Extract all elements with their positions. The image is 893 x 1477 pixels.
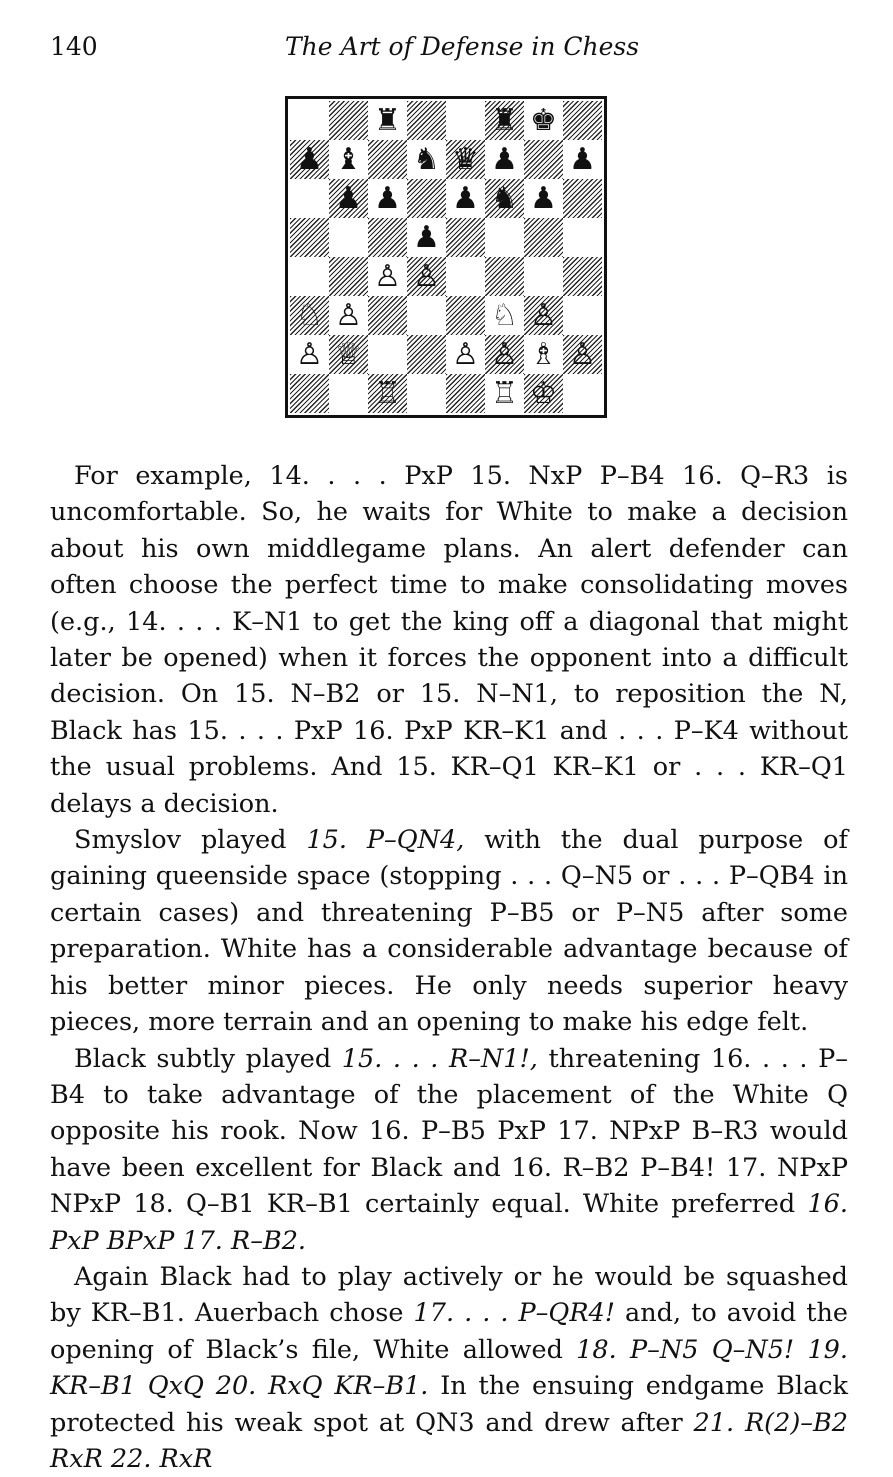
board-square xyxy=(446,296,485,335)
chess-piece: ♙ xyxy=(374,258,401,294)
board-square xyxy=(446,257,485,296)
board-square xyxy=(290,296,329,335)
board-square xyxy=(368,101,407,140)
page-header xyxy=(50,32,850,68)
board-square xyxy=(485,179,524,218)
chess-piece: ♟ xyxy=(413,219,440,255)
move-notation: 15. . . . R–N1!, xyxy=(341,1043,538,1074)
chess-diagram xyxy=(285,96,607,418)
board-square xyxy=(329,335,368,374)
chess-piece: ♗ xyxy=(530,336,557,372)
move-notation: 18. P–N5 Q–N5! 19. KR–B1 QxQ 20. RxQ KR–B1. xyxy=(50,1334,848,1402)
board-square xyxy=(329,257,368,296)
chess-piece: ♜ xyxy=(491,102,518,138)
board-square xyxy=(290,140,329,179)
board-square xyxy=(563,257,602,296)
board-square xyxy=(563,296,602,335)
paragraph xyxy=(50,1259,848,1477)
board-square xyxy=(446,179,485,218)
chess-piece: ♞ xyxy=(413,141,440,177)
board-square xyxy=(329,374,368,413)
chess-piece: ♔ xyxy=(530,375,557,411)
board-square xyxy=(407,335,446,374)
board-square xyxy=(368,296,407,335)
board-square xyxy=(407,218,446,257)
paragraph xyxy=(50,1041,848,1259)
board-square xyxy=(524,296,563,335)
board-square xyxy=(563,374,602,413)
chess-piece: ♟ xyxy=(452,180,479,216)
board-square xyxy=(524,374,563,413)
board-square xyxy=(446,218,485,257)
chess-piece: ♘ xyxy=(491,297,518,333)
board-square xyxy=(290,257,329,296)
board-square xyxy=(485,140,524,179)
chess-piece: ♙ xyxy=(491,336,518,372)
text-run: Again Black had to play actively or he would be squashed by KR–B1. Auerbach chose xyxy=(50,1261,848,1329)
chess-piece: ♟ xyxy=(296,141,323,177)
chess-piece: ♙ xyxy=(335,297,362,333)
board-square xyxy=(524,257,563,296)
chess-piece: ♟ xyxy=(374,180,401,216)
board-square xyxy=(524,218,563,257)
page-number: 140 xyxy=(50,32,98,61)
board-square xyxy=(485,257,524,296)
board-square xyxy=(524,140,563,179)
board-square xyxy=(407,257,446,296)
running-title: The Art of Defense in Chess xyxy=(285,32,640,61)
text-run: threatening 16. . . . P–B4 to take advantage of the placement of the White Q opposite his rook. Now 16. P–B5 PxP 17. NPxP B–R3 would have been excellent for Black and 16. R–B2 P–B4! 17. NPxP NPxP 18. Q–B1 KR–B1 certainly equal. White preferred xyxy=(50,1043,849,1220)
chess-piece: ♟ xyxy=(569,141,596,177)
board-square xyxy=(329,218,368,257)
board-square xyxy=(446,335,485,374)
paragraph xyxy=(50,458,848,822)
chess-piece: ♟ xyxy=(335,180,362,216)
chess-piece: ♜ xyxy=(374,102,401,138)
board-square xyxy=(524,179,563,218)
board-square xyxy=(290,179,329,218)
chess-piece: ♟ xyxy=(491,141,518,177)
chess-piece: ♙ xyxy=(569,336,596,372)
board-square xyxy=(290,374,329,413)
board-square xyxy=(407,101,446,140)
board-square xyxy=(563,140,602,179)
paragraph xyxy=(50,822,848,1040)
chess-piece: ♘ xyxy=(296,297,323,333)
chess-piece: ♙ xyxy=(530,297,557,333)
move-notation: 16. PxP BPxP 17. R–B2. xyxy=(50,1189,848,1256)
chess-piece: ♙ xyxy=(413,258,440,294)
board-square xyxy=(485,218,524,257)
board-square xyxy=(407,374,446,413)
text-run: Smyslov played xyxy=(74,825,307,856)
board-square xyxy=(368,218,407,257)
chess-piece: ♚ xyxy=(530,102,557,138)
board-square xyxy=(407,179,446,218)
chess-piece: ♕ xyxy=(335,336,362,372)
board-square xyxy=(329,101,368,140)
board-square xyxy=(290,335,329,374)
text-run: In the ensuing endgame Black protected his weak spot at QN3 and drew after xyxy=(50,1371,849,1438)
board-square xyxy=(368,257,407,296)
board-square xyxy=(290,218,329,257)
text-run: For example, 14. . . . PxP 15. NxP P–B4 16. Q–R3 is uncomfortable. So, he waits for White to make a decision about his own middlegame plans. An alert defender can often choose the perfect time to make consolidating moves (e.g., 14. . . . K–N1 to get the king off a diagonal that might later be opened) when it forces the opponent into a difficult decision. On 15. N–B2 or 15. N–N1, to reposition the N, Black has 15. . . . PxP 16. PxP KR–K1 and . . . P–K4 without the usual problems. And 15. KR–Q1 KR–K1 or . . . KR–Q1 delays a decision. xyxy=(50,461,848,819)
board-square xyxy=(524,335,563,374)
board-square xyxy=(446,101,485,140)
chess-piece: ♝ xyxy=(335,141,362,177)
board-square xyxy=(563,179,602,218)
move-notation: 21. R(2)–B2 RxR 22. RxR xyxy=(50,1407,848,1474)
board-square xyxy=(368,179,407,218)
board-square xyxy=(329,179,368,218)
chess-piece: ♖ xyxy=(491,375,518,411)
text-run: and, to avoid the opening of Black’s file, White allowed xyxy=(50,1298,849,1365)
board-square xyxy=(446,140,485,179)
text-run: Black subtly played xyxy=(74,1043,342,1074)
board-square xyxy=(485,374,524,413)
board-square xyxy=(368,374,407,413)
board-square xyxy=(485,101,524,140)
board-square xyxy=(407,140,446,179)
text-run: with the dual purpose of gaining queenside space (stopping . . . Q–N5 or . . . P–QB4 in certain cases) and threatening P–B5 or P–N5 after some preparation. White has a considerable advantage because of his better minor pieces. He only needs superior heavy pieces, more terrain and an opening to make his edge felt. xyxy=(50,825,848,1038)
board-square xyxy=(563,335,602,374)
chess-piece: ♛ xyxy=(452,141,479,177)
board-square xyxy=(368,140,407,179)
body-text xyxy=(50,458,848,1477)
board-square xyxy=(446,374,485,413)
board-square xyxy=(563,218,602,257)
board-square xyxy=(524,101,563,140)
chess-piece: ♙ xyxy=(296,336,323,372)
chess-piece: ♞ xyxy=(491,180,518,216)
chess-piece: ♙ xyxy=(452,336,479,372)
move-notation: 15. P–QN4, xyxy=(306,825,465,856)
board-square xyxy=(329,140,368,179)
move-notation: 17. . . . P–QR4! xyxy=(413,1298,616,1329)
board-square xyxy=(407,296,446,335)
board-square xyxy=(329,296,368,335)
board-square xyxy=(368,335,407,374)
board-square xyxy=(485,335,524,374)
chess-piece: ♟ xyxy=(530,180,557,216)
board-square xyxy=(290,101,329,140)
chess-piece: ♖ xyxy=(374,375,401,411)
board-square xyxy=(485,296,524,335)
board-square xyxy=(563,101,602,140)
